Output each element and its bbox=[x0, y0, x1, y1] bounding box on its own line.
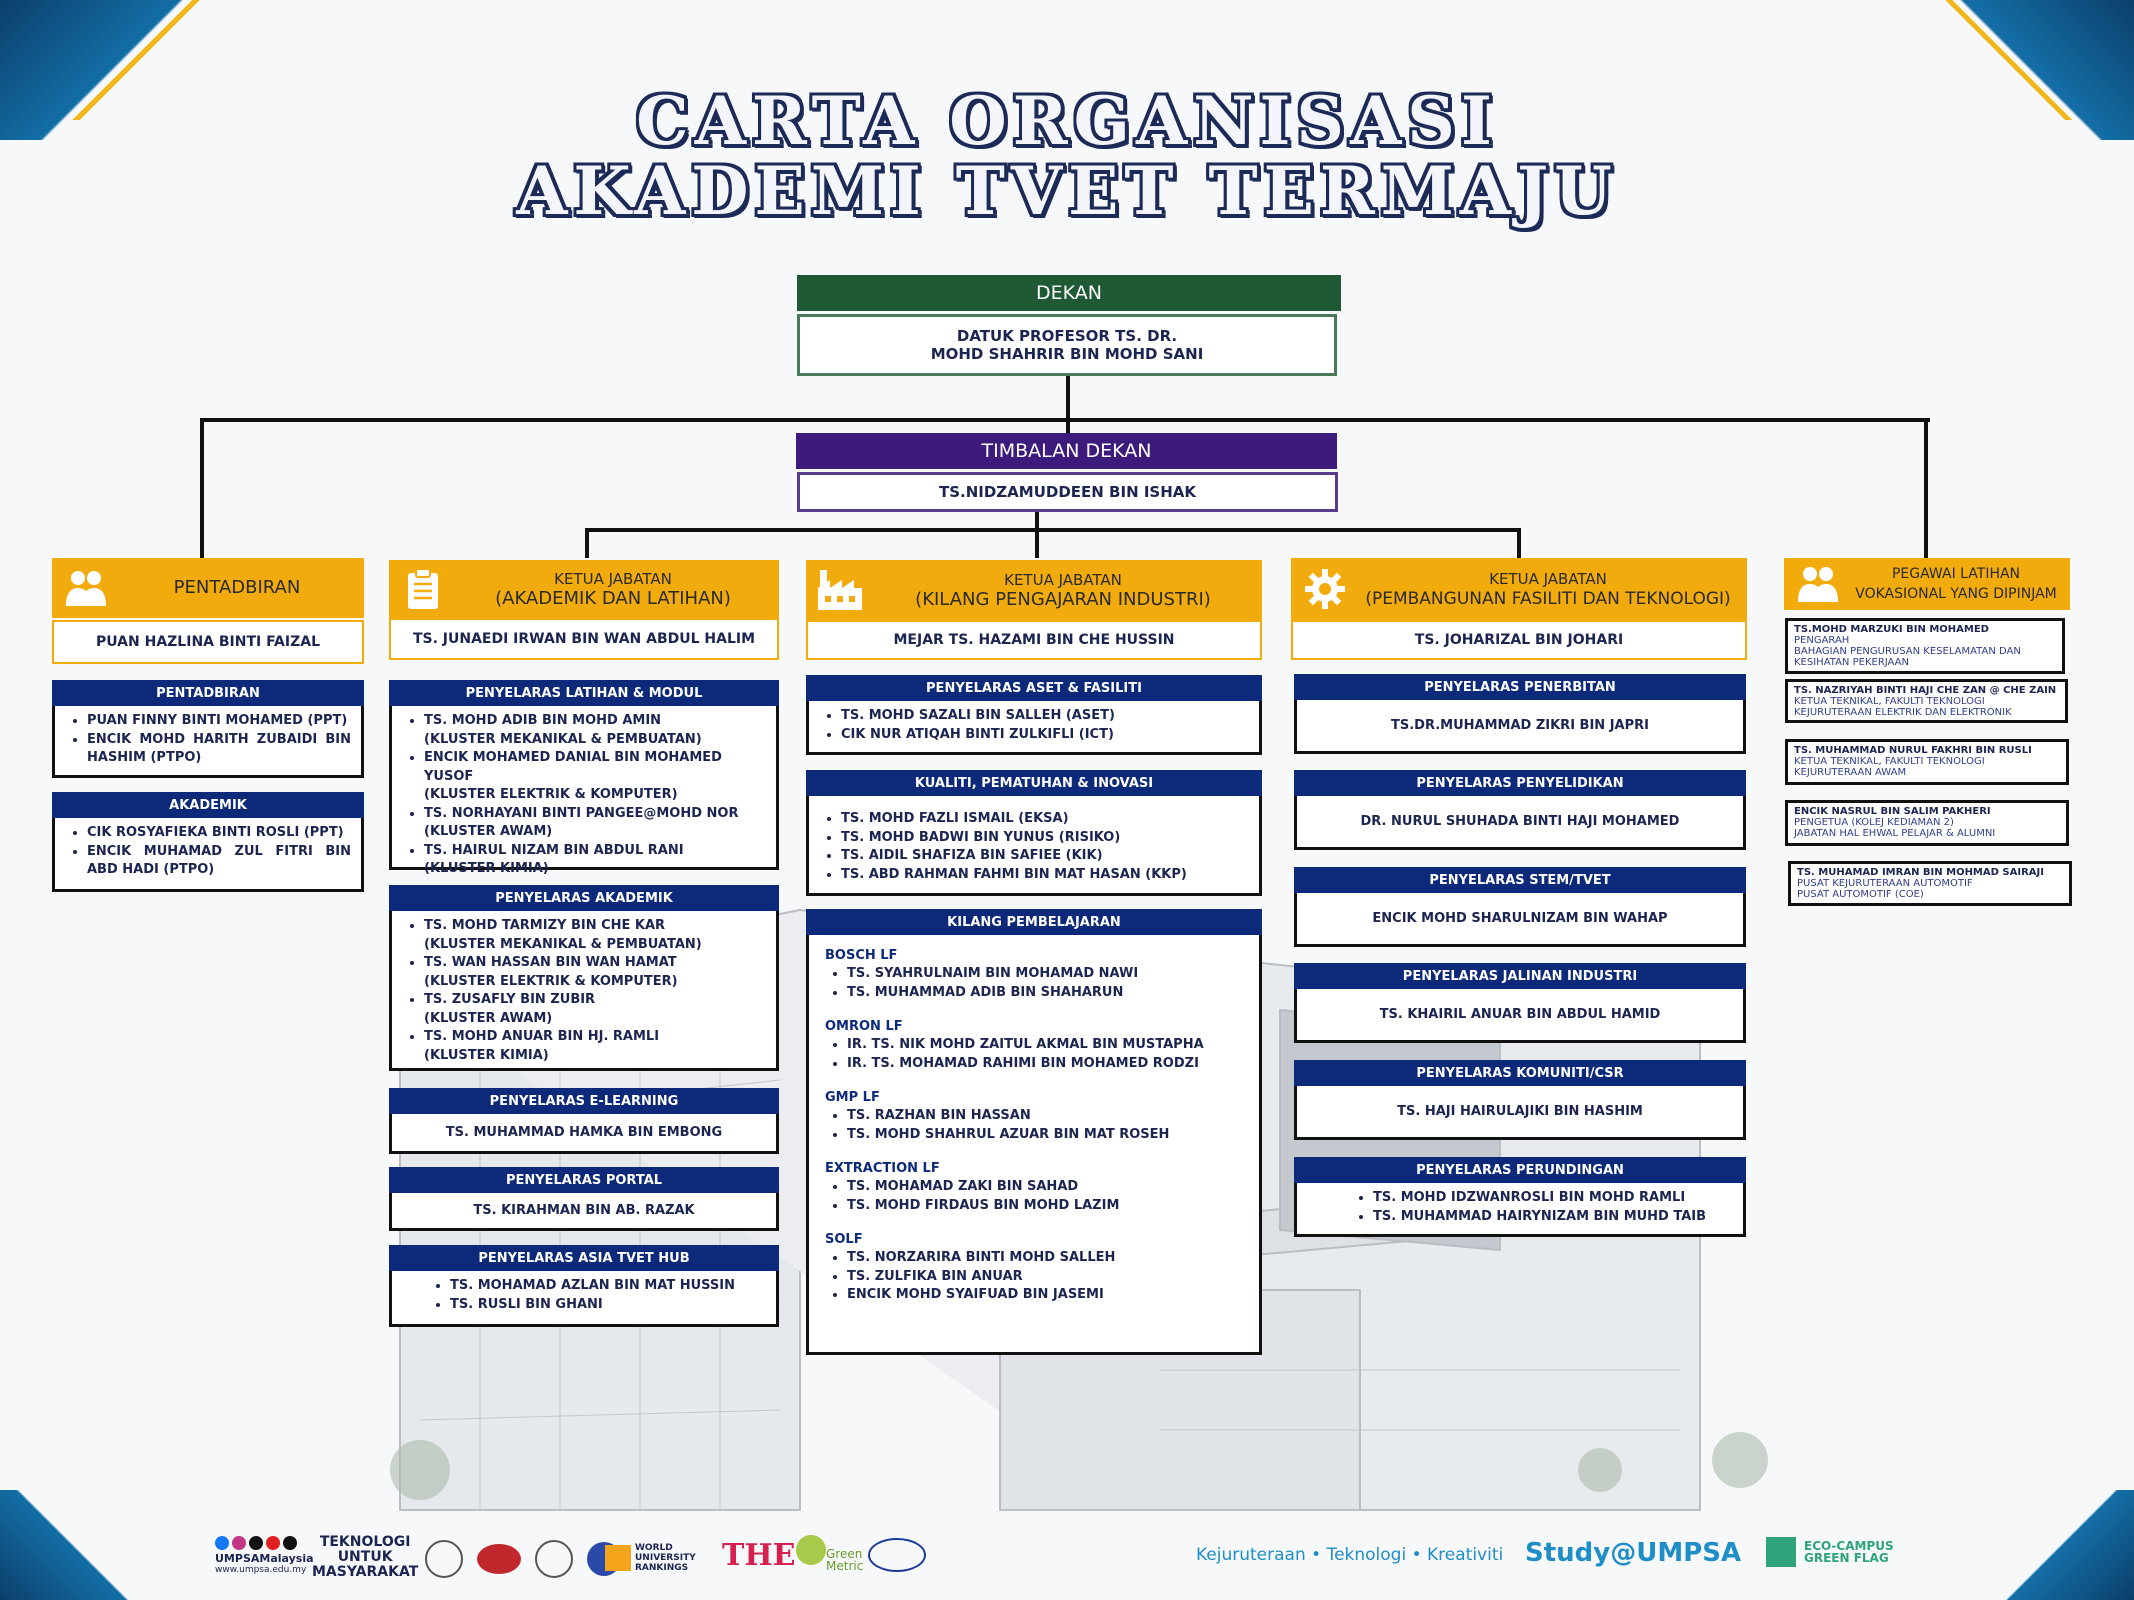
corner-decoration-bottom-right bbox=[1964, 1490, 2134, 1600]
pegawai-desc: JABATAN HAL EHWAL PELAJAR & ALUMNI bbox=[1794, 828, 1996, 839]
asia-tvet-section-list bbox=[389, 1271, 779, 1327]
pegawai-header bbox=[1784, 558, 2070, 610]
dekan-name-line1: DATUK PROFESOR TS. DR. bbox=[956, 327, 1178, 345]
pentadbiran-section-title: PENTADBIRAN bbox=[52, 680, 364, 706]
stem-section-title: PENYELARAS STEM/TVET bbox=[1294, 867, 1746, 893]
group-title: OMRON LF bbox=[825, 1019, 903, 1034]
group-title: GMP LF bbox=[825, 1090, 880, 1105]
qs-icon bbox=[605, 1545, 631, 1571]
pegawai-desc: PUSAT AUTOMOTIF (COE) bbox=[1797, 889, 1924, 900]
youtube-icon[interactable] bbox=[266, 1536, 280, 1550]
motto-line2: UNTUK bbox=[337, 1549, 393, 1565]
eco-campus-icon bbox=[1766, 1537, 1796, 1567]
pegawai-desc: KEJURUTERAAN ELEKTRIK DAN ELEKTRONIK bbox=[1794, 707, 2012, 718]
akademik-header bbox=[389, 560, 779, 618]
corner-decoration-bottom-left bbox=[0, 1490, 170, 1600]
pembangunan-title bbox=[1349, 569, 1747, 609]
tagline: Kejuruteraan • Teknologi • Kreativiti bbox=[1196, 1545, 1504, 1565]
pegawai-desc: KETUA TEKNIKAL, FAKULTI TEKNOLOGI bbox=[1794, 756, 1985, 767]
kilang-header bbox=[806, 560, 1262, 620]
kilang-head-name: MEJAR TS. HAZAMI BIN CHE HUSSIN bbox=[806, 620, 1262, 660]
people-icon bbox=[62, 564, 110, 612]
pegawai-card bbox=[1785, 739, 2069, 785]
chart-title-line2: AKADEMI TVET TERMAJU bbox=[516, 152, 1618, 230]
dekan-header: DEKAN bbox=[797, 275, 1341, 311]
pegawai-name: TS.MOHD MARZUKI BIN MOHAMED bbox=[1794, 624, 1989, 635]
connector bbox=[1924, 421, 1928, 560]
akademik-title bbox=[447, 569, 779, 609]
kualiti-section-title: KUALITI, PEMATUHAN & INOVASI bbox=[806, 770, 1262, 796]
pembelajaran-section-title: KILANG PEMBELAJARAN bbox=[806, 909, 1262, 935]
motto-line3: MASYARAKAT bbox=[312, 1564, 419, 1580]
list-item: • TS. NORZARIRA BINTI MOHD SALLEH bbox=[847, 1249, 1249, 1268]
pembangunan-header bbox=[1291, 558, 1747, 620]
list-item: • TS. MOHD SHAHRUL AZUAR BIN MAT ROSEH bbox=[847, 1126, 1249, 1145]
list-item: • IR. TS. NIK MOHD ZAITUL AKMAL BIN MUSTAPHA bbox=[847, 1036, 1249, 1055]
connector bbox=[1517, 528, 1521, 558]
motto-line1: TEKNOLOGI bbox=[319, 1534, 411, 1550]
timbalan-dekan-header: TIMBALAN DEKAN bbox=[796, 433, 1337, 469]
latihan-section-title: PENYELARAS LATIHAN & MODUL bbox=[389, 680, 779, 706]
gear-icon bbox=[1301, 565, 1349, 613]
accreditation-logos bbox=[425, 1540, 621, 1578]
list-item: • TS. MOHD FIRDAUS BIN MOHD LAZIM bbox=[847, 1197, 1249, 1216]
greenmetric-logo bbox=[826, 1548, 863, 1572]
list-item: • TS. MOHD FAZLI ISMAIL (EKSA) bbox=[841, 810, 1249, 829]
ranking-line2: UNIVERSITY bbox=[635, 1553, 696, 1563]
list-item: • TS. MOHAMAD ZAKI BIN SAHAD bbox=[847, 1178, 1249, 1197]
pegawai-card bbox=[1785, 800, 2069, 846]
list-item: • TS. SYAHRULNAIM BIN MOHAMAD NAWI bbox=[847, 965, 1249, 984]
website-link[interactable]: www.umpsa.edu.my bbox=[215, 1565, 307, 1575]
pegawai-card bbox=[1788, 861, 2072, 906]
akademik-title-big: (AKADEMIK DAN LATIHAN) bbox=[495, 588, 731, 609]
ranking-badge-logo bbox=[868, 1538, 926, 1572]
pembangunan-head-name: TS. JOHARIZAL BIN JOHARI bbox=[1291, 620, 1747, 660]
group-title: EXTRACTION LF bbox=[825, 1161, 940, 1176]
jalinan-name: TS. KHAIRIL ANUAR BIN ABDUL HAMID bbox=[1294, 989, 1746, 1043]
x-icon[interactable] bbox=[249, 1536, 263, 1550]
list-item: • TS. ZUSAFLY BIN ZUBIR (KLUSTER AWAM) bbox=[424, 991, 766, 1028]
aset-section-list bbox=[806, 701, 1262, 755]
eco-campus-logo bbox=[1804, 1540, 1894, 1564]
list-item: • TS. WAN HASSAN BIN WAN HAMAT (KLUSTER ELEKTRIK & KOMPUTER) bbox=[424, 954, 766, 991]
akademik-title-small: KETUA JABATAN bbox=[554, 570, 672, 588]
kilang-title bbox=[864, 570, 1262, 610]
list-item: • TS. RUSLI BIN GHANI bbox=[450, 1296, 766, 1315]
list-item: • TS. MUHAMMAD HAIRYNIZAM BIN MUHD TAIB bbox=[1373, 1208, 1733, 1227]
group-title: SOLF bbox=[825, 1232, 863, 1247]
pentadbiran-header bbox=[52, 558, 364, 618]
seal-logo bbox=[535, 1540, 573, 1578]
list-item: • PUAN FINNY BINTI MOHAMED (PPT) bbox=[87, 712, 351, 731]
timbalan-dekan-name: TS.NIDZAMUDDEEN BIN ISHAK bbox=[797, 472, 1338, 512]
komuniti-section-title: PENYELARAS KOMUNITI/CSR bbox=[1294, 1060, 1746, 1086]
ranking-line1: WORLD bbox=[635, 1543, 673, 1553]
pegawai-desc: KESIHATAN PEKERJAAN bbox=[1794, 657, 1909, 668]
pegawai-name: ENCIK NASRUL BIN SALIM PAKHERI bbox=[1794, 806, 1991, 817]
ranking-line3: RANKINGS bbox=[635, 1563, 689, 1573]
kilang-title-small: KETUA JABATAN bbox=[1004, 571, 1122, 589]
social-media-handles bbox=[215, 1536, 314, 1575]
aset-section-title: PENYELARAS ASET & FASILITI bbox=[806, 675, 1262, 701]
akademik-head-name: TS. JUNAEDI IRWAN BIN WAN ABDUL HALIM bbox=[389, 618, 779, 660]
pegawai-title-line2: VOKASIONAL YANG DIPINJAM bbox=[1855, 586, 2057, 602]
greenmetric-line1: Green bbox=[826, 1547, 863, 1561]
penyelidikan-section-title: PENYELARAS PENYELIDIKAN bbox=[1294, 770, 1746, 796]
pegawai-desc: PENGARAH bbox=[1794, 635, 1850, 646]
eco-campus-line1: ECO-CAMPUS bbox=[1804, 1539, 1894, 1553]
pegawai-name: TS. MUHAMAD IMRAN BIN MOHMAD SAIRAJI bbox=[1797, 867, 2044, 878]
motto bbox=[312, 1535, 418, 1580]
pegawai-desc: KETUA TEKNIKAL, FAKULTI TEKNOLOGI bbox=[1794, 696, 1985, 707]
pentadbiran-head-name: PUAN HAZLINA BINTI FAIZAL bbox=[52, 620, 364, 664]
pegawai-desc: PUSAT KEJURUTERAAN AUTOMOTIF bbox=[1797, 878, 1973, 889]
list-item: • IR. TS. MOHAMAD RAHIMI BIN MOHAMED RODZI bbox=[847, 1055, 1249, 1074]
pentadbiran-title: PENTADBIRAN bbox=[173, 577, 301, 598]
komuniti-name: TS. HAJI HAIRULAJIKI BIN HASHIM bbox=[1294, 1086, 1746, 1140]
connector bbox=[585, 528, 589, 558]
pegawai-desc: PENGETUA (KOLEJ KEDIAMAN 2) bbox=[1794, 817, 1954, 828]
perundingan-section-title: PENYELARAS PERUNDINGAN bbox=[1294, 1157, 1746, 1183]
pegawai-title-line1: PEGAWAI LATIHAN bbox=[1891, 566, 2021, 582]
jalinan-section-title: PENYELARAS JALINAN INDUSTRI bbox=[1294, 963, 1746, 989]
penerbitan-name: TS.DR.MUHAMMAD ZIKRI BIN JAPRI bbox=[1294, 700, 1746, 754]
akademik-section-title: AKADEMIK bbox=[52, 792, 364, 818]
list-item: • TS. NORHAYANI BINTI PANGEE@MOHD NOR (KLUSTER AWAM) bbox=[424, 805, 766, 842]
list-item: • TS. ZULFIKA BIN ANUAR bbox=[847, 1268, 1249, 1287]
akademik-section-list bbox=[52, 818, 364, 892]
kilang-title-big: (KILANG PENGAJARAN INDUSTRI) bbox=[915, 589, 1211, 610]
list-item: • TS. RAZHAN BIN HASSAN bbox=[847, 1107, 1249, 1126]
connector bbox=[1035, 512, 1039, 558]
elearning-name: TS. MUHAMMAD HAMKA BIN EMBONG bbox=[389, 1114, 779, 1154]
pembangunan-title-small: KETUA JABATAN bbox=[1489, 570, 1607, 588]
qs-ranking-logo bbox=[605, 1543, 696, 1573]
list-item: • TS. MOHD ADIB BIN MOHD AMIN (KLUSTER MEKANIKAL & PEMBUATAN) bbox=[424, 712, 766, 749]
list-item: • CIK NUR ATIQAH BINTI ZULKIFLI (ICT) bbox=[841, 726, 1249, 745]
tiktok-icon[interactable] bbox=[283, 1536, 297, 1550]
connector bbox=[585, 528, 1521, 532]
dekan-name-line2: MOHD SHAHRIR BIN MOHD SANI bbox=[930, 345, 1204, 363]
list-item: • TS. ABD RAHMAN FAHMI BIN MAT HASAN (KKP) bbox=[841, 866, 1249, 885]
pembangunan-title-big: (PEMBANGUNAN FASILITI DAN TEKNOLOGI) bbox=[1365, 589, 1731, 609]
connector bbox=[200, 418, 1930, 422]
penyelidikan-name: DR. NURUL SHUHADA BINTI HAJI MOHAMED bbox=[1294, 796, 1746, 850]
factory-icon bbox=[816, 566, 864, 614]
pegawai-card bbox=[1785, 618, 2065, 674]
chart-title-line1: CARTA ORGANISASI bbox=[636, 82, 1498, 160]
greenmetric-line2: Metric bbox=[826, 1559, 864, 1573]
pegawai-name: TS. MUHAMMAD NURUL FAKHRI BIN RUSLI bbox=[1794, 745, 2032, 756]
pentadbiran-section-list bbox=[52, 706, 364, 778]
facebook-icon[interactable] bbox=[215, 1536, 229, 1550]
elearning-section-title: PENYELARAS E-LEARNING bbox=[389, 1088, 779, 1114]
list-item: • TS. MOHD BADWI BIN YUNUS (RISIKO) bbox=[841, 829, 1249, 848]
dekan-name-box bbox=[797, 314, 1337, 376]
list-item: • TS. MOHAMAD AZLAN BIN MAT HUSSIN bbox=[450, 1277, 766, 1296]
list-item: • TS. HAIRUL NIZAM BIN ABDUL RANI (KLUSTER KIMIA) bbox=[424, 842, 766, 879]
pegawai-card bbox=[1785, 679, 2068, 723]
greenmetric-icon bbox=[796, 1535, 826, 1565]
pegawai-name: TS. NAZRIYAH BINTI HAJI CHE ZAN @ CHE ZAIN bbox=[1794, 685, 2057, 696]
list-item: • ENCIK MUHAMAD ZUL FITRI BIN ABD HADI (PTPO) bbox=[87, 843, 351, 880]
instagram-icon[interactable] bbox=[232, 1536, 246, 1550]
eco-campus-line2: GREEN FLAG bbox=[1804, 1551, 1889, 1565]
pegawai-desc: BAHAGIAN PENGURUSAN KESELAMATAN DAN bbox=[1794, 646, 2021, 657]
portal-section-title: PENYELARAS PORTAL bbox=[389, 1167, 779, 1193]
group-title: BOSCH LF bbox=[825, 948, 898, 963]
badge-logo bbox=[477, 1544, 521, 1574]
seal-logo bbox=[425, 1540, 463, 1578]
list-item: • TS. MOHD IDZWANROSLI BIN MOHD RAMLI bbox=[1373, 1189, 1733, 1208]
asia-tvet-section-title: PENYELARAS ASIA TVET HUB bbox=[389, 1245, 779, 1271]
list-item: • ENCIK MOHAMED DANIAL BIN MOHAMED YUSOF (KLUSTER ELEKTRIK & KOMPUTER) bbox=[424, 749, 766, 805]
portal-name: TS. KIRAHMAN BIN AB. RAZAK bbox=[389, 1193, 779, 1231]
list-item: • TS. MUHAMMAD ADIB BIN SHAHARUN bbox=[847, 984, 1249, 1003]
latihan-section-list bbox=[389, 706, 779, 876]
list-item: • ENCIK MOHD HARITH ZUBAIDI BIN HASHIM (PTPO) bbox=[87, 731, 351, 768]
list-item: • ENCIK MOHD SYAIFUAD BIN JASEMI bbox=[847, 1286, 1249, 1305]
the-logo: THE bbox=[722, 1538, 796, 1573]
list-item: • TS. AIDIL SHAFIZA BIN SAFIEE (KIK) bbox=[841, 847, 1249, 866]
kualiti-section-list bbox=[806, 796, 1262, 896]
social-handle: UMPSAMalaysia bbox=[215, 1552, 314, 1565]
list-item: • CIK ROSYAFIEKA BINTI ROSLI (PPT) bbox=[87, 824, 351, 843]
akad-section-title: PENYELARAS AKADEMIK bbox=[389, 885, 779, 911]
connector bbox=[200, 418, 204, 560]
pembelajaran-section-list bbox=[806, 935, 1262, 1355]
people-icon bbox=[1794, 560, 1842, 608]
penerbitan-section-title: PENYELARAS PENERBITAN bbox=[1294, 674, 1746, 700]
list-item: • TS. MOHD TARMIZY BIN CHE KAR (KLUSTER MEKANIKAL & PEMBUATAN) bbox=[424, 917, 766, 954]
clipboard-icon bbox=[399, 565, 447, 613]
study-umpsa-logo: Study@UMPSA bbox=[1525, 1538, 1742, 1568]
list-item: • TS. MOHD SAZALI BIN SALLEH (ASET) bbox=[841, 707, 1249, 726]
pegawai-desc: KEJURUTERAAN AWAM bbox=[1794, 767, 1907, 778]
perundingan-section-list bbox=[1294, 1183, 1746, 1237]
connector bbox=[1066, 376, 1070, 434]
list-item: • TS. MOHD ANUAR BIN HJ. RAMLI (KLUSTER KIMIA) bbox=[424, 1028, 766, 1065]
akad-section-list bbox=[389, 911, 779, 1071]
stem-name: ENCIK MOHD SHARULNIZAM BIN WAHAP bbox=[1294, 893, 1746, 947]
pegawai-title bbox=[1842, 564, 2070, 604]
